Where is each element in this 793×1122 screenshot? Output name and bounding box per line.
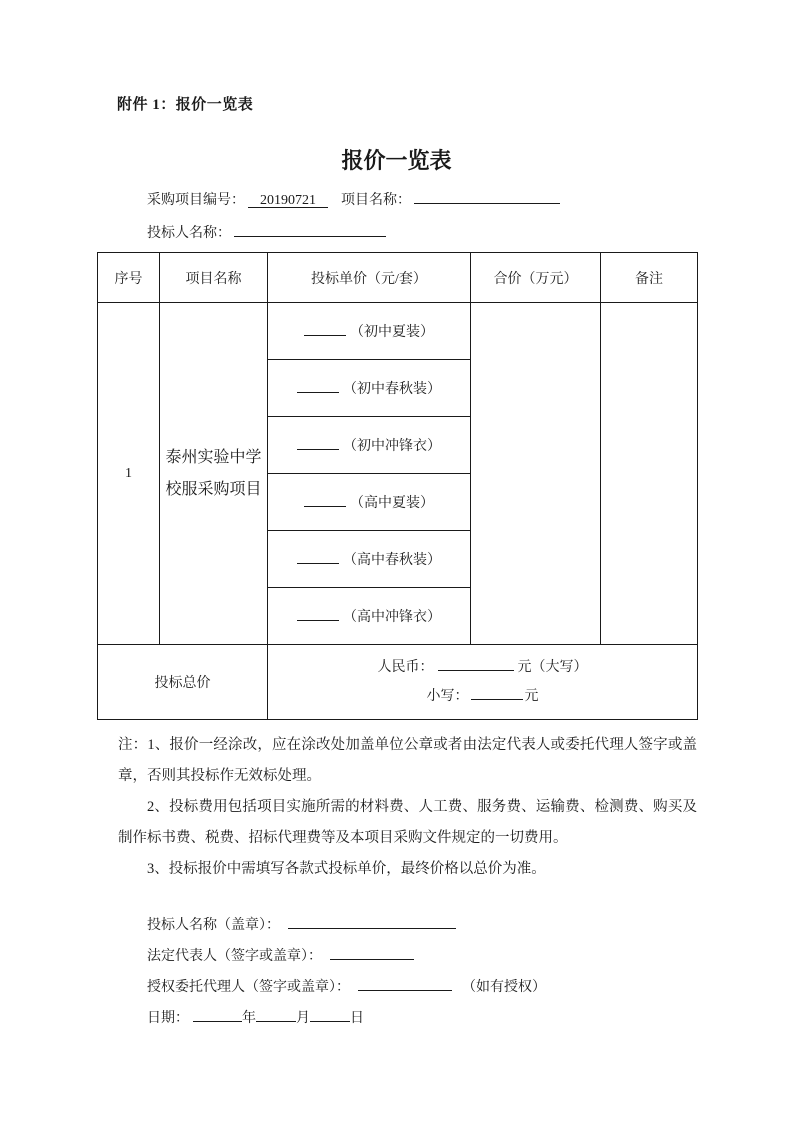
signature-bidder-field[interactable] bbox=[288, 914, 456, 929]
unit-price-label: （高中冲锋衣） bbox=[343, 610, 441, 625]
note-1: 注：1、报价一经涂改，应在涂改处加盖单位公章或者由法定代表人或委托代理人签字或盖章，否则其投标作无效标处理。 bbox=[118, 737, 697, 784]
quotation-table bbox=[97, 252, 698, 720]
unit-price-blank[interactable] bbox=[304, 321, 346, 336]
project-meta-line bbox=[147, 189, 560, 209]
unit-price-blank[interactable] bbox=[297, 606, 339, 621]
note-3: 3、投标报价中需填写各款式投标单价，最终价格以总价为准。 bbox=[147, 861, 546, 877]
day-label: 日 bbox=[350, 1011, 364, 1026]
total-amount-cell bbox=[471, 303, 601, 645]
lowercase-amount-blank[interactable] bbox=[471, 685, 523, 700]
unit-price-blank[interactable] bbox=[297, 435, 339, 450]
signature-agent-line bbox=[147, 976, 546, 1007]
unit-price-blank[interactable] bbox=[297, 378, 339, 393]
note-2: 2、投标费用包括项目实施所需的材料费、人工费、服务费、运输费、检测费、购买及制作标书费、税费、招标代理费等及本项目采购文件规定的一切费用。 bbox=[118, 799, 697, 846]
unit-price-cell bbox=[268, 588, 471, 645]
signature-legal-rep-line bbox=[147, 945, 546, 976]
notes-section bbox=[118, 730, 697, 885]
date-year-field[interactable] bbox=[193, 1007, 242, 1022]
signature-date-line bbox=[147, 1007, 546, 1038]
project-number-value: 20190721 bbox=[260, 193, 316, 208]
signature-bidder-line bbox=[147, 914, 546, 945]
unit-price-cell bbox=[268, 474, 471, 531]
date-day-field[interactable] bbox=[310, 1007, 350, 1022]
unit-price-blank[interactable] bbox=[297, 549, 339, 564]
lowercase-suffix: 元 bbox=[524, 689, 539, 704]
date-label: 日期： bbox=[147, 1011, 189, 1026]
bidder-name-label: 投标人名称： bbox=[147, 226, 231, 241]
project-number-field[interactable] bbox=[248, 193, 328, 208]
unit-price-label: （高中春秋装） bbox=[343, 553, 441, 568]
page-title: 报价一览表 bbox=[341, 148, 452, 173]
project-name-field[interactable] bbox=[414, 189, 560, 204]
total-price-label-cell: 投标总价 bbox=[98, 645, 268, 720]
header-cell-index: 序号 bbox=[98, 253, 160, 303]
bidder-meta-line bbox=[147, 222, 386, 242]
table-row bbox=[98, 303, 698, 360]
unit-price-cell bbox=[268, 360, 471, 417]
project-name-cell bbox=[160, 303, 268, 645]
bidder-name-field[interactable] bbox=[234, 222, 386, 237]
signature-section bbox=[147, 914, 546, 1038]
project-number-label: 采购项目编号： bbox=[147, 193, 245, 208]
header-cell-project-name: 项目名称 bbox=[160, 253, 268, 303]
unit-price-label: （高中夏装） bbox=[350, 496, 434, 511]
signature-legal-rep-field[interactable] bbox=[330, 945, 414, 960]
signature-agent-note: （如有授权） bbox=[462, 980, 546, 995]
year-label: 年 bbox=[242, 1011, 256, 1026]
total-price-numeric-line bbox=[268, 682, 697, 711]
rmb-amount-blank[interactable] bbox=[438, 656, 514, 671]
header-cell-remark: 备注 bbox=[601, 253, 698, 303]
header-cell-total-amount: 合价（万元） bbox=[471, 253, 601, 303]
row-index-cell: 1 bbox=[98, 303, 160, 645]
unit-price-label: （初中冲锋衣） bbox=[343, 439, 441, 454]
total-price-value-cell bbox=[268, 645, 698, 720]
signature-agent-label: 授权委托代理人（签字或盖章）： bbox=[147, 980, 350, 995]
rmb-suffix: 元（大写） bbox=[517, 660, 588, 675]
rmb-label: 人民币： bbox=[377, 660, 434, 675]
total-price-row bbox=[98, 645, 698, 720]
total-price-capital-line bbox=[268, 653, 697, 682]
signature-agent-field[interactable] bbox=[358, 976, 452, 991]
project-name-line2: 校服采购项目 bbox=[165, 480, 262, 498]
attachment-heading: 附件 1：报价一览表 bbox=[117, 97, 254, 113]
remark-cell bbox=[601, 303, 698, 645]
unit-price-cell bbox=[268, 303, 471, 360]
signature-bidder-label: 投标人名称（盖章）： bbox=[147, 918, 280, 933]
lowercase-label: 小写： bbox=[426, 689, 469, 704]
date-month-field[interactable] bbox=[256, 1007, 296, 1022]
signature-legal-rep-label: 法定代表人（签字或盖章）： bbox=[147, 949, 322, 964]
table-header-row bbox=[98, 253, 698, 303]
header-cell-unit-price: 投标单价（元/套） bbox=[268, 253, 471, 303]
month-label: 月 bbox=[296, 1011, 310, 1026]
unit-price-cell bbox=[268, 531, 471, 588]
unit-price-label: （初中春秋装） bbox=[343, 382, 441, 397]
unit-price-blank[interactable] bbox=[304, 492, 346, 507]
unit-price-label: （初中夏装） bbox=[350, 325, 434, 340]
project-name-line1: 泰州实验中学 bbox=[165, 448, 262, 466]
unit-price-cell bbox=[268, 417, 471, 474]
project-name-label: 项目名称： bbox=[341, 193, 411, 208]
